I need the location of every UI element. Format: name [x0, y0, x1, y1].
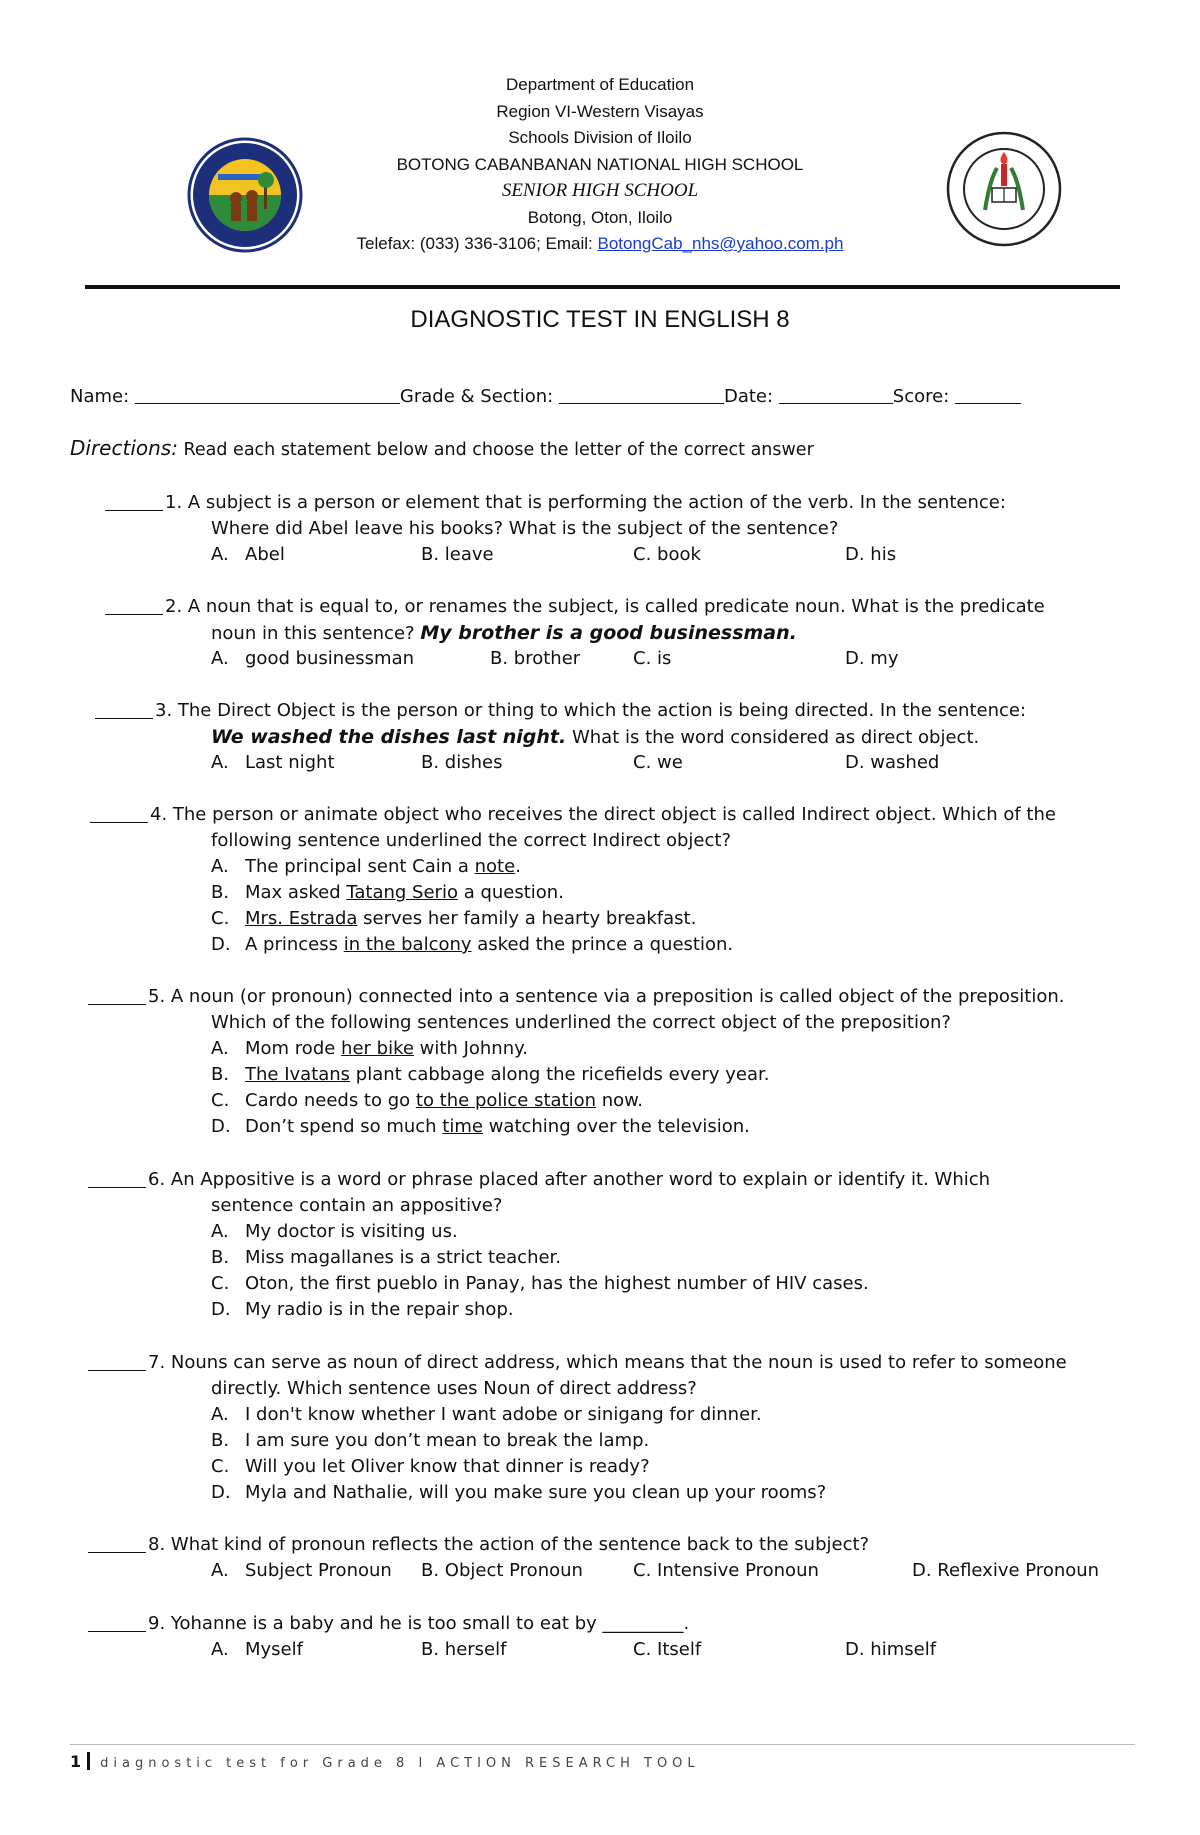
- option-b[interactable]: [211, 880, 564, 906]
- text-segment: D. himself: [845, 1639, 937, 1660]
- option-a[interactable]: [211, 1558, 392, 1584]
- option-b[interactable]: [421, 542, 494, 568]
- text-segment: a question.: [457, 882, 564, 903]
- text-segment: Myself: [245, 1639, 303, 1660]
- option-b[interactable]: [421, 1558, 583, 1584]
- option-letter: D.: [211, 1482, 231, 1503]
- text-segment: Oton, the first pueblo in Panay, has the highest number of HIV cases.: [245, 1273, 869, 1294]
- option-letter: B.: [211, 1064, 230, 1085]
- question-continuation: [211, 828, 731, 854]
- emphasized-sentence: We washed the dishes last night.: [211, 726, 567, 748]
- option-a[interactable]: [211, 1637, 303, 1663]
- option-letter: A.: [211, 1639, 229, 1660]
- text-segment: B. Object Pronoun: [421, 1560, 583, 1581]
- stem-text: 4. The person or animate object who receives the direct object is called Indirect object. Which of the: [150, 804, 1056, 825]
- text-segment: Where did Abel leave his books? What is the subject of the sentence?: [211, 518, 839, 539]
- text-segment: Mom rode: [245, 1038, 342, 1059]
- answer-blank[interactable]: [88, 1535, 146, 1553]
- header-line-region: Region VI-Western Visayas: [496, 101, 704, 121]
- text-segment: with Johnny.: [413, 1038, 528, 1059]
- text-segment: Subject Pronoun: [245, 1560, 392, 1581]
- option-c[interactable]: [633, 646, 671, 672]
- document-header: [0, 0, 1200, 290]
- option-a[interactable]: [211, 646, 414, 672]
- option-a[interactable]: [211, 1036, 528, 1062]
- grade-section-field[interactable]: [559, 388, 724, 404]
- header-address: Botong, Oton, Iloilo: [527, 207, 673, 227]
- stem-text: 1. A subject is a person or element that is performing the action of the verb. In the sentence:: [165, 492, 1006, 513]
- answer-blank[interactable]: [88, 987, 146, 1005]
- page-footer: [70, 1752, 700, 1771]
- question-continuation: [211, 620, 797, 647]
- stem-text: 2. A noun that is equal to, or renames the subject, is called predicate noun. What is the predicate: [165, 596, 1045, 617]
- school-seal-icon: [945, 130, 1063, 248]
- stem-text: 5. A noun (or pronoun) connected into a sentence via a preposition is called object of the preposition.: [148, 986, 1065, 1007]
- question-stem: [88, 1167, 990, 1193]
- footer-bar: [87, 1752, 90, 1770]
- text-segment: Cardo needs to go: [245, 1090, 416, 1111]
- text-segment: sentence contain an appositive?: [211, 1195, 503, 1216]
- header-school-unit: SENIOR HIGH SCHOOL: [501, 180, 699, 201]
- option-d[interactable]: [211, 932, 733, 958]
- text-segment: Abel: [245, 544, 285, 565]
- option-letter: A.: [211, 1221, 229, 1242]
- text-segment: D. Reflexive Pronoun: [912, 1560, 1100, 1581]
- footer-divider: [70, 1744, 1135, 1745]
- text-segment: Miss magallanes is a strict teacher.: [245, 1247, 562, 1268]
- option-a[interactable]: [211, 1219, 458, 1245]
- text-segment: watching over the television.: [482, 1116, 750, 1137]
- text-segment: Myla and Nathalie, will you make sure you clean up your rooms?: [245, 1482, 827, 1503]
- text-segment: I don't know whether I want adobe or sinigang for dinner.: [245, 1404, 762, 1425]
- emphasized-sentence: My brother is a good businessman.: [420, 622, 797, 644]
- option-c[interactable]: [211, 1454, 650, 1480]
- option-b[interactable]: [211, 1428, 649, 1454]
- text-segment: A princess: [245, 934, 344, 955]
- stem-text: 3. The Direct Object is the person or thing to which the action is being directed. In the sentence:: [155, 700, 1027, 721]
- option-b[interactable]: [490, 646, 580, 672]
- option-letter: C.: [211, 1090, 230, 1111]
- option-d[interactable]: [211, 1480, 826, 1506]
- option-a[interactable]: [211, 750, 335, 776]
- option-d[interactable]: [912, 1558, 1099, 1584]
- text-segment: following sentence underlined the correct Indirect object?: [211, 830, 732, 851]
- underlined-text: in the balcony: [343, 934, 472, 955]
- text-segment: B. brother: [490, 648, 581, 669]
- question-continuation: [211, 516, 838, 542]
- question-continuation: [211, 724, 979, 751]
- option-b[interactable]: [211, 1062, 769, 1088]
- question-stem: [105, 490, 1006, 516]
- option-d[interactable]: [211, 1297, 514, 1323]
- option-c[interactable]: [633, 542, 701, 568]
- text-segment: Which of the following sentences underlined the correct object of the preposition?: [211, 1012, 951, 1033]
- option-b[interactable]: [421, 1637, 506, 1663]
- answer-blank[interactable]: [105, 597, 163, 615]
- text-segment: B. herself: [421, 1639, 507, 1660]
- option-letter: A.: [211, 1560, 229, 1581]
- option-letter: A.: [211, 752, 229, 773]
- option-a[interactable]: [211, 542, 285, 568]
- option-c[interactable]: [633, 1637, 701, 1663]
- option-c[interactable]: [633, 750, 683, 776]
- answer-blank[interactable]: [95, 701, 153, 719]
- option-d[interactable]: [845, 646, 899, 672]
- underlined-text: time: [442, 1116, 483, 1137]
- question-stem: [105, 594, 1045, 620]
- score-label: Score:: [892, 386, 950, 407]
- option-letter: B.: [211, 882, 230, 903]
- option-letter: B.: [211, 1247, 230, 1268]
- text-segment: My radio is in the repair shop.: [245, 1299, 514, 1320]
- header-line-division: Schools Division of Iloilo: [508, 128, 692, 147]
- answer-blank[interactable]: [90, 805, 148, 823]
- text-segment: C. is: [633, 648, 672, 669]
- option-letter: C.: [211, 1273, 230, 1294]
- option-letter: A.: [211, 544, 229, 565]
- date-field[interactable]: [779, 388, 893, 404]
- stem-text: 8. What kind of pronoun reflects the action of the sentence back to the subject?: [148, 1534, 870, 1555]
- option-c[interactable]: [633, 1558, 819, 1584]
- option-letter: D.: [211, 934, 231, 955]
- stem-text: 6. An Appositive is a word or phrase placed after another word to explain or identify it. Which: [148, 1169, 991, 1190]
- header-line-deped: Department of Education: [505, 75, 695, 94]
- text-segment: Max asked: [245, 882, 347, 903]
- text-segment: serves her family a hearty breakfast.: [357, 908, 697, 929]
- option-letter: B.: [211, 1430, 230, 1451]
- name-field[interactable]: [135, 388, 400, 404]
- text-segment: C. book: [633, 544, 701, 565]
- text-segment: C. Itself: [633, 1639, 702, 1660]
- question-stem: [88, 1611, 689, 1637]
- question-stem: [88, 1532, 869, 1558]
- text-segment: I am sure you don’t mean to break the lamp.: [245, 1430, 650, 1451]
- option-c[interactable]: [211, 1088, 643, 1114]
- underlined-text: to the police station: [415, 1090, 597, 1111]
- answer-blank[interactable]: [88, 1353, 146, 1371]
- answer-blank[interactable]: [105, 493, 163, 511]
- email-link[interactable]: BotongCab_nhs@yahoo.com.ph: [597, 234, 844, 253]
- underlined-text: Tatang Serio: [346, 882, 458, 903]
- question-stem: [88, 1350, 1067, 1376]
- option-letter: C.: [211, 908, 230, 929]
- option-letter: D.: [211, 1299, 231, 1320]
- text-segment: Last night: [245, 752, 335, 773]
- score-field[interactable]: [955, 388, 1021, 404]
- header-line-school: BOTONG CABANBANAN NATIONAL HIGH SCHOOL: [396, 154, 804, 174]
- directions: [70, 436, 814, 460]
- date-label: Date:: [723, 386, 774, 407]
- option-letter: A.: [211, 856, 229, 877]
- grade-section-label: Grade & Section:: [399, 386, 554, 407]
- text-segment: Don’t spend so much: [245, 1116, 443, 1137]
- directions-label: Directions:: [70, 436, 178, 460]
- text-segment: D. washed: [845, 752, 940, 773]
- text-segment: C. Intensive Pronoun: [633, 1560, 819, 1581]
- option-a[interactable]: [211, 1402, 762, 1428]
- underlined-text: note: [474, 856, 516, 877]
- underlined-text: The Ivatans: [245, 1064, 351, 1085]
- option-d[interactable]: [845, 542, 896, 568]
- text-segment: My doctor is visiting us.: [245, 1221, 458, 1242]
- question-stem: [88, 984, 1064, 1010]
- telefax-text: Telefax: (033) 336-3106; Email:: [356, 234, 598, 253]
- text-segment: The principal sent Cain a: [245, 856, 475, 877]
- text-segment: D. his: [845, 544, 897, 565]
- option-b[interactable]: [211, 1245, 561, 1271]
- stem-text: 7. Nouns can serve as noun of direct address, which means that the noun is used to refer to someone: [148, 1352, 1067, 1373]
- text-segment: asked the prince a question.: [471, 934, 734, 955]
- option-letter: A.: [211, 1038, 229, 1059]
- question-continuation: [211, 1193, 502, 1219]
- student-info-line: [70, 386, 1021, 407]
- stem-text: 9. Yohanne is a baby and he is too small to eat by _________.: [148, 1613, 690, 1634]
- option-b[interactable]: [421, 750, 502, 776]
- footer-text: diagnostic test for Grade 8 I ACTION RESEARCH TOOL: [100, 1756, 700, 1771]
- test-title: DIAGNOSTIC TEST IN ENGLISH 8: [410, 306, 790, 333]
- question-continuation: [211, 1010, 951, 1036]
- option-c[interactable]: [211, 906, 696, 932]
- question-stem: [95, 698, 1026, 724]
- text-segment: D. my: [845, 648, 899, 669]
- question-continuation: [211, 1376, 697, 1402]
- option-a[interactable]: [211, 854, 521, 880]
- text-segment: What is the word considered as direct object.: [566, 727, 980, 748]
- text-segment: now.: [596, 1090, 643, 1111]
- text-segment: C. we: [633, 752, 683, 773]
- text-segment: good businessman: [245, 648, 415, 669]
- text-segment: B. dishes: [421, 752, 503, 773]
- header-contact: [260, 231, 940, 258]
- answer-blank[interactable]: [88, 1614, 146, 1632]
- text-segment: B. leave: [421, 544, 494, 565]
- option-letter: C.: [211, 1456, 230, 1477]
- text-segment: plant cabbage along the ricefields every year.: [350, 1064, 770, 1085]
- text-segment: directly. Which sentence uses Noun of direct address?: [211, 1378, 697, 1399]
- option-c[interactable]: [211, 1271, 869, 1297]
- name-label: Name:: [70, 386, 130, 407]
- option-letter: A.: [211, 648, 229, 669]
- directions-text: Read each statement below and choose the letter of the correct answer: [177, 440, 814, 460]
- text-segment: Will you let Oliver know that dinner is ready?: [245, 1456, 650, 1477]
- option-letter: A.: [211, 1404, 229, 1425]
- question-stem: [90, 802, 1056, 828]
- page-number: 1: [70, 1752, 82, 1771]
- option-letter: D.: [211, 1116, 231, 1137]
- option-d[interactable]: [845, 1637, 936, 1663]
- underlined-text: Mrs. Estrada: [245, 908, 358, 929]
- text-segment: noun in this sentence?: [211, 623, 421, 644]
- underlined-text: her bike: [341, 1038, 414, 1059]
- answer-blank[interactable]: [88, 1170, 146, 1188]
- text-segment: .: [515, 856, 521, 877]
- option-d[interactable]: [845, 750, 939, 776]
- header-divider: [85, 285, 1120, 289]
- option-d[interactable]: [211, 1114, 750, 1140]
